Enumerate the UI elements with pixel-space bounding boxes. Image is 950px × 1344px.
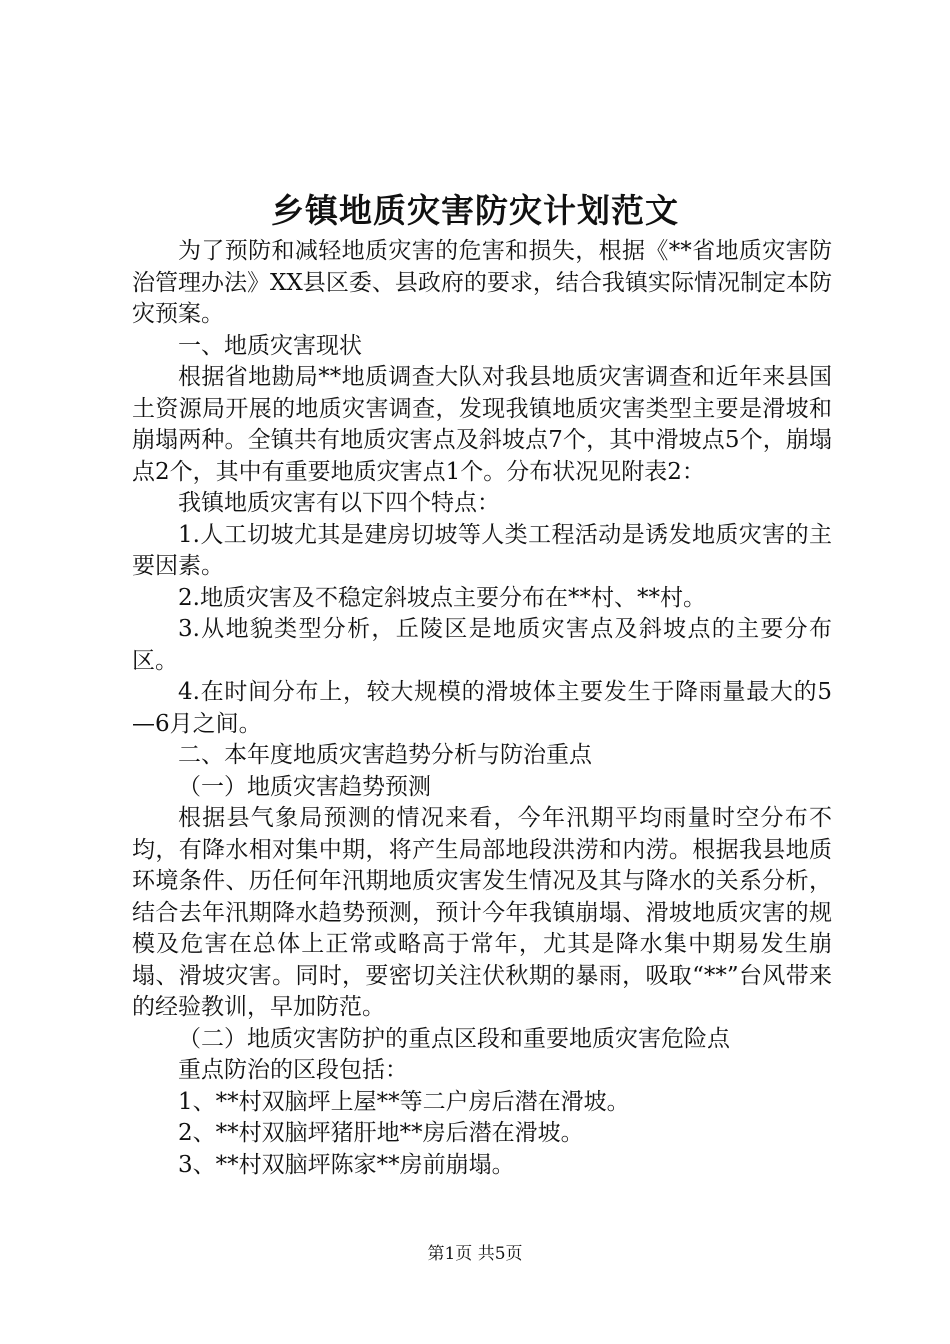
key-area-item-3: 3、**村双脑坪陈家**房前崩塌。 (178, 1151, 515, 1178)
subheading-trend: （一）地质灾害趋势预测 (178, 773, 431, 800)
paragraph-features-intro: 我镇地质灾害有以下四个特点： (178, 490, 500, 516)
document-body (132, 236, 832, 1181)
heading-section-1: 一、地质灾害现状 (178, 332, 362, 359)
paragraph-key-areas-intro: 重点防治的区段包括： (178, 1057, 408, 1083)
paragraph-status: 根据省地勘局**地质调查大队对我县地质灾害调查和近年来县国土资源局开展的地质灾害调查，发现我镇地质灾害类型主要是滑坡和崩塌两种。全镇共有地质灾害点及斜坡点7个，其中滑坡点5个，崩塌点2个，其中有重要地质灾害点1个。分布状况见附表2： (132, 364, 832, 485)
feature-item-2: 2.地质灾害及不稳定斜坡点主要分布在**村、**村。 (178, 584, 706, 611)
subheading-key-areas: （二）地质灾害防护的重点区段和重要地质灾害危险点 (178, 1025, 730, 1052)
paragraph-trend: 根据县气象局预测的情况来看，今年汛期平均雨量时空分布不均，有降水相对集中期，将产生局部地段洪涝和内涝。根据我县地质环境条件、历任何年汛期地质灾害发生情况及其与降水的关系分析，结合去年汛期降水趋势预测，预计今年我镇崩塌、滑坡地质灾害的规模及危害在总体上正常或略高于常年，尤其是降水集中期易发生崩塌、滑坡灾害。同时，要密切关注伏秋期的暴雨，吸取“**”台风带来的经验教训，早加防范。 (132, 805, 832, 1020)
paragraph-intro: 为了预防和减轻地质灾害的危害和损失，根据《**省地质灾害防治管理办法》XX县区委、县政府的要求，结合我镇实际情况制定本防灾预案。 (132, 238, 832, 327)
feature-item-4: 4.在时间分布上，较大规模的滑坡体主要发生于降雨量最大的5—6月之间。 (132, 679, 832, 737)
feature-item-3: 3.从地貌类型分析，丘陵区是地质灾害点及斜坡点的主要分布区。 (132, 616, 832, 674)
document-title: 乡镇地质灾害防灾计划范文 (271, 191, 679, 230)
key-area-item-1: 1、**村双脑坪上屋**等二户房后潜在滑坡。 (178, 1088, 630, 1115)
key-area-item-2: 2、**村双脑坪猪肝地**房后潜在滑坡。 (178, 1120, 584, 1146)
feature-item-1: 1.人工切坡尤其是建房切坡等人类工程活动是诱发地质灾害的主要因素。 (132, 521, 832, 579)
heading-section-2: 二、本年度地质灾害趋势分析与防治重点 (178, 742, 592, 768)
page-footer: 第1页 共5页 (427, 1244, 523, 1264)
